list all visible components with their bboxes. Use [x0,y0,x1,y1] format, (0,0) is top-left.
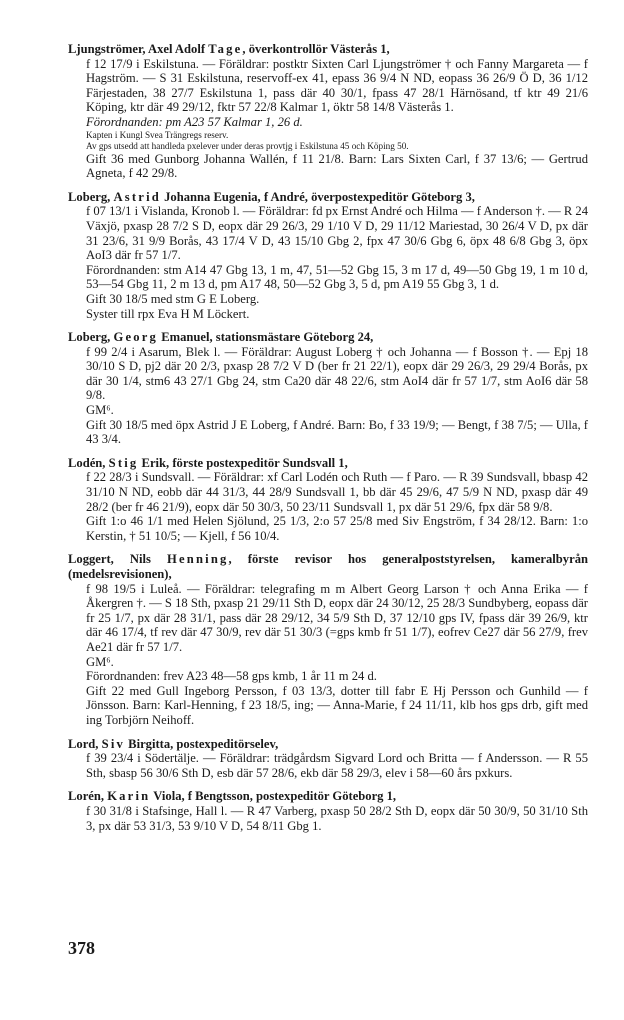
entry-title: Erik, förste postexpeditör Sundsvall 1, [138,455,348,470]
page-number: 378 [68,938,95,958]
entry-line: Syster till rpx Eva H M Löckert. [86,306,250,321]
entry-lord [68,737,588,781]
entry-line: f 39 23/4 i Södertälje. — Föräldrar: trädgårdsm Sigvard Lord och Britta — f Andersson. — R 55 Sth, sbasp 56 30/6 Sth D, esb där 57 28/6, ekb där 58 29/3, elev i 58—60 års pxkurs. [86,751,588,780]
entry-note: Kapten i Kungl Svea Trängregs reserv. [86,129,229,140]
entry-title: Johanna Eugenia, f André, överpostexpeditör Göteborg 3, [160,189,475,204]
entry-name: Loggert, Nils [68,552,151,567]
entry-loberg-georg [68,330,588,447]
entry-line: Gift 30 18/5 med stm G E Loberg. [86,291,260,306]
entry-note: Av gps utsedd att handleda pxelever under deras provtjg i Eskilstuna 45 och Köping 50. [86,140,409,151]
entry-name: Ljungströmer, Axel Adolf [68,42,206,56]
entry-spaced-name: Henning [166,552,229,567]
entry-name: Lord, [68,736,99,751]
entry-line: Förordnanden: pm A23 57 Kalmar 1, 26 d. [86,114,303,129]
entry-ljungstromer [68,42,588,181]
entry-title: Emanuel, stationsmästare Göteborg 24, [158,330,374,345]
entry-line: Förordnanden: frev A23 48—58 gps kmb, 1 år 11 m 24 d. [86,669,377,684]
entry-loren [68,789,588,833]
entry-line: f 07 13/1 i Vislanda, Kronob l. — Föräldrar: fd px Ernst André och Hilma — f Anderson †. — R 24 Växjö, pxasp 28 7/2 S D, eopx där 29 26/3, 29 1/10 V D, 29 11/12 Mariestad, 30 26/4 V D, px där 31 23/6, 31 9/9 Borås, 43 17/4 V D, 43 15/10 Gbg 2, fpx 47 30/6 Gbg 6, öpx 48 6/8 Gbg 3, öpx AoI3 där fr 57 1/7. [86,204,588,263]
entry-line: f 30 31/8 i Stafsinge, Hall l. — R 47 Varberg, pxasp 50 28/2 Sth D, eopx där 50 30/9, 50 31/10 Sth 3, px där 53 31/3, 53 9/10 V D, 54 8/11 Gbg 1. [86,803,588,833]
entry-loberg-astrid [68,190,588,321]
entry-name: Loberg, [68,330,111,345]
entry-line: Gift 1:o 46 1/1 med Helen Sjölund, 25 1/3, 2:o 57 25/8 med Siv Engström, f 34 28/12. Barn: 1:o Kerstin, † 51 10/5; — Kjell, f 56 10/4. [86,514,588,543]
register-page [68,42,588,842]
entry-line: f 99 2/4 i Asarum, Blek l. — Föräldrar: August Loberg † och Johanna — f Bosson †. — Epj 18 30/10 S D, pj2 där 20 2/3, pxasp 28 7/2 V D (ber fr 21 22/1), eopx där 29 26/3, 29 29/4 Borås, px där 30 1/4, stm6 43 27/1 Gbg 24, stm Ca20 där 48 22/6, stm AoI4 där fr 57 1/7, stm AoI6 där 58 9/8. [86,344,588,403]
entry-line: GM⁶. [86,654,114,669]
entry-line: Förordnanden: stm A14 47 Gbg 13, 1 m, 47, 51—52 Gbg 15, 3 m 17 d, 49—50 Gbg 19, 1 m 10 d, 53—54 Gbg 11, 2 m 13 d, pm A17 48, 50—52 Gbg 3, 5 d, pm A19 55 Gbg 3, 1 d. [86,262,588,292]
entry-line: Gift 30 18/5 med öpx Astrid J E Loberg, f André. Barn: Bo, f 33 19/9; — Bengt, f 38 7/5; — Ulla, f 43 3/4. [86,417,588,447]
entry-name: Loberg, [68,189,111,204]
entry-line: Gift 22 med Gull Ingeborg Persson, f 03 13/3, dotter till fabr E Hj Persson och Gunhild — f Jönsson. Barn: Karl-Henning, f 23 18/5, ing; — Anna-Marie, f 24 11/11, klb hos gps drb, gift med ing Torbjörn Neihoff. [86,683,588,727]
entry-line: GM⁶. [86,403,114,418]
entry-line: f 12 17/9 i Eskilstuna. — Föräldrar: postktr Sixten Carl Ljungströmer † och Fanny Margareta — f Hagström. — S 31 Eskilstuna, reservoff-ex 41, epass 36 9/4 N ND, eopass 36 26/9 Ö D, 36 1/12 Färjestaden, 38 27/7 Eskilstuna 1, pass där 40 30/1, fpass 47 28/1 Härnösand, tf ktr 49 21/6 Köping, ktr där 49 29/12, fktr 57 22/8 Kalmar 1, öktr 58 14/8 Västerås 1. [86,56,588,115]
entry-spaced-name: Stig [108,455,139,470]
entry-name: Lorén, [68,789,105,804]
entry-name: Lodén, [68,455,106,470]
entry-line: f 98 19/5 i Luleå. — Föräldrar: telegrafing m m Albert Georg Larson † och Anna Erika — f Åkergren †. — S 18 Sth, pxasp 21 29/11 Sth D, eopx där 24 30/12, 25 28/3 Sundbyberg, eopass där fr 25 1/7, px där 28 31/1, pass där 28 29/12, 34 5/9 Sth D, 37 12/10 gps IV, fpass där 39 26/9, ktr där 46 17/4, tf rev där 47 30/9, rev där 51 30/3 (=gps kmb fr 51 1/7), eofrev Ce27 där 56 27/9, frev Ae21 där fr 57 1/7. [86,581,588,654]
entry-loden [68,456,588,544]
entry-spaced-name: Astrid [113,189,161,204]
entry-title: Viola, f Bengtsson, postexpeditör Göteborg 1, [150,789,397,804]
entry-family: Gift 36 med Gunborg Johanna Wallén, f 11 21/8. Barn: Lars Sixten Carl, f 37 13/6; — Gertrud Agneta, f 42 29/8. [86,151,588,181]
entry-title: Birgitta, postexpeditörselev, [125,736,279,751]
entry-title: , förste revisor hos generalpoststyrelsen, kameralbyrån (medelsrevisionen), [68,552,588,581]
entry-title: , överkontrollör Västerås 1, [242,42,390,56]
entry-spaced-name: Karin [107,789,151,804]
entry-loggert [68,552,588,727]
entry-spaced-name: Georg [113,330,159,345]
entry-spaced-name: Siv [101,736,126,751]
entry-spaced-name: Tage [208,42,243,56]
entry-line: f 22 28/3 i Sundsvall. — Föräldrar: xf Carl Lodén och Ruth — f Paro. — R 39 Sundsvall, bbasp 42 31/10 N ND, eobb där 44 31/3, 44 28/9 Sundsvall 1, bb där 45 29/6, 47 5/9 N ND, pxasp där 49 28/2 (ber fr 46 21/9), eopx där 50 30/3, 50 23/11 Sundsvall 1, px där 51 29/6, fpx där 58 9/8. [86,470,588,514]
